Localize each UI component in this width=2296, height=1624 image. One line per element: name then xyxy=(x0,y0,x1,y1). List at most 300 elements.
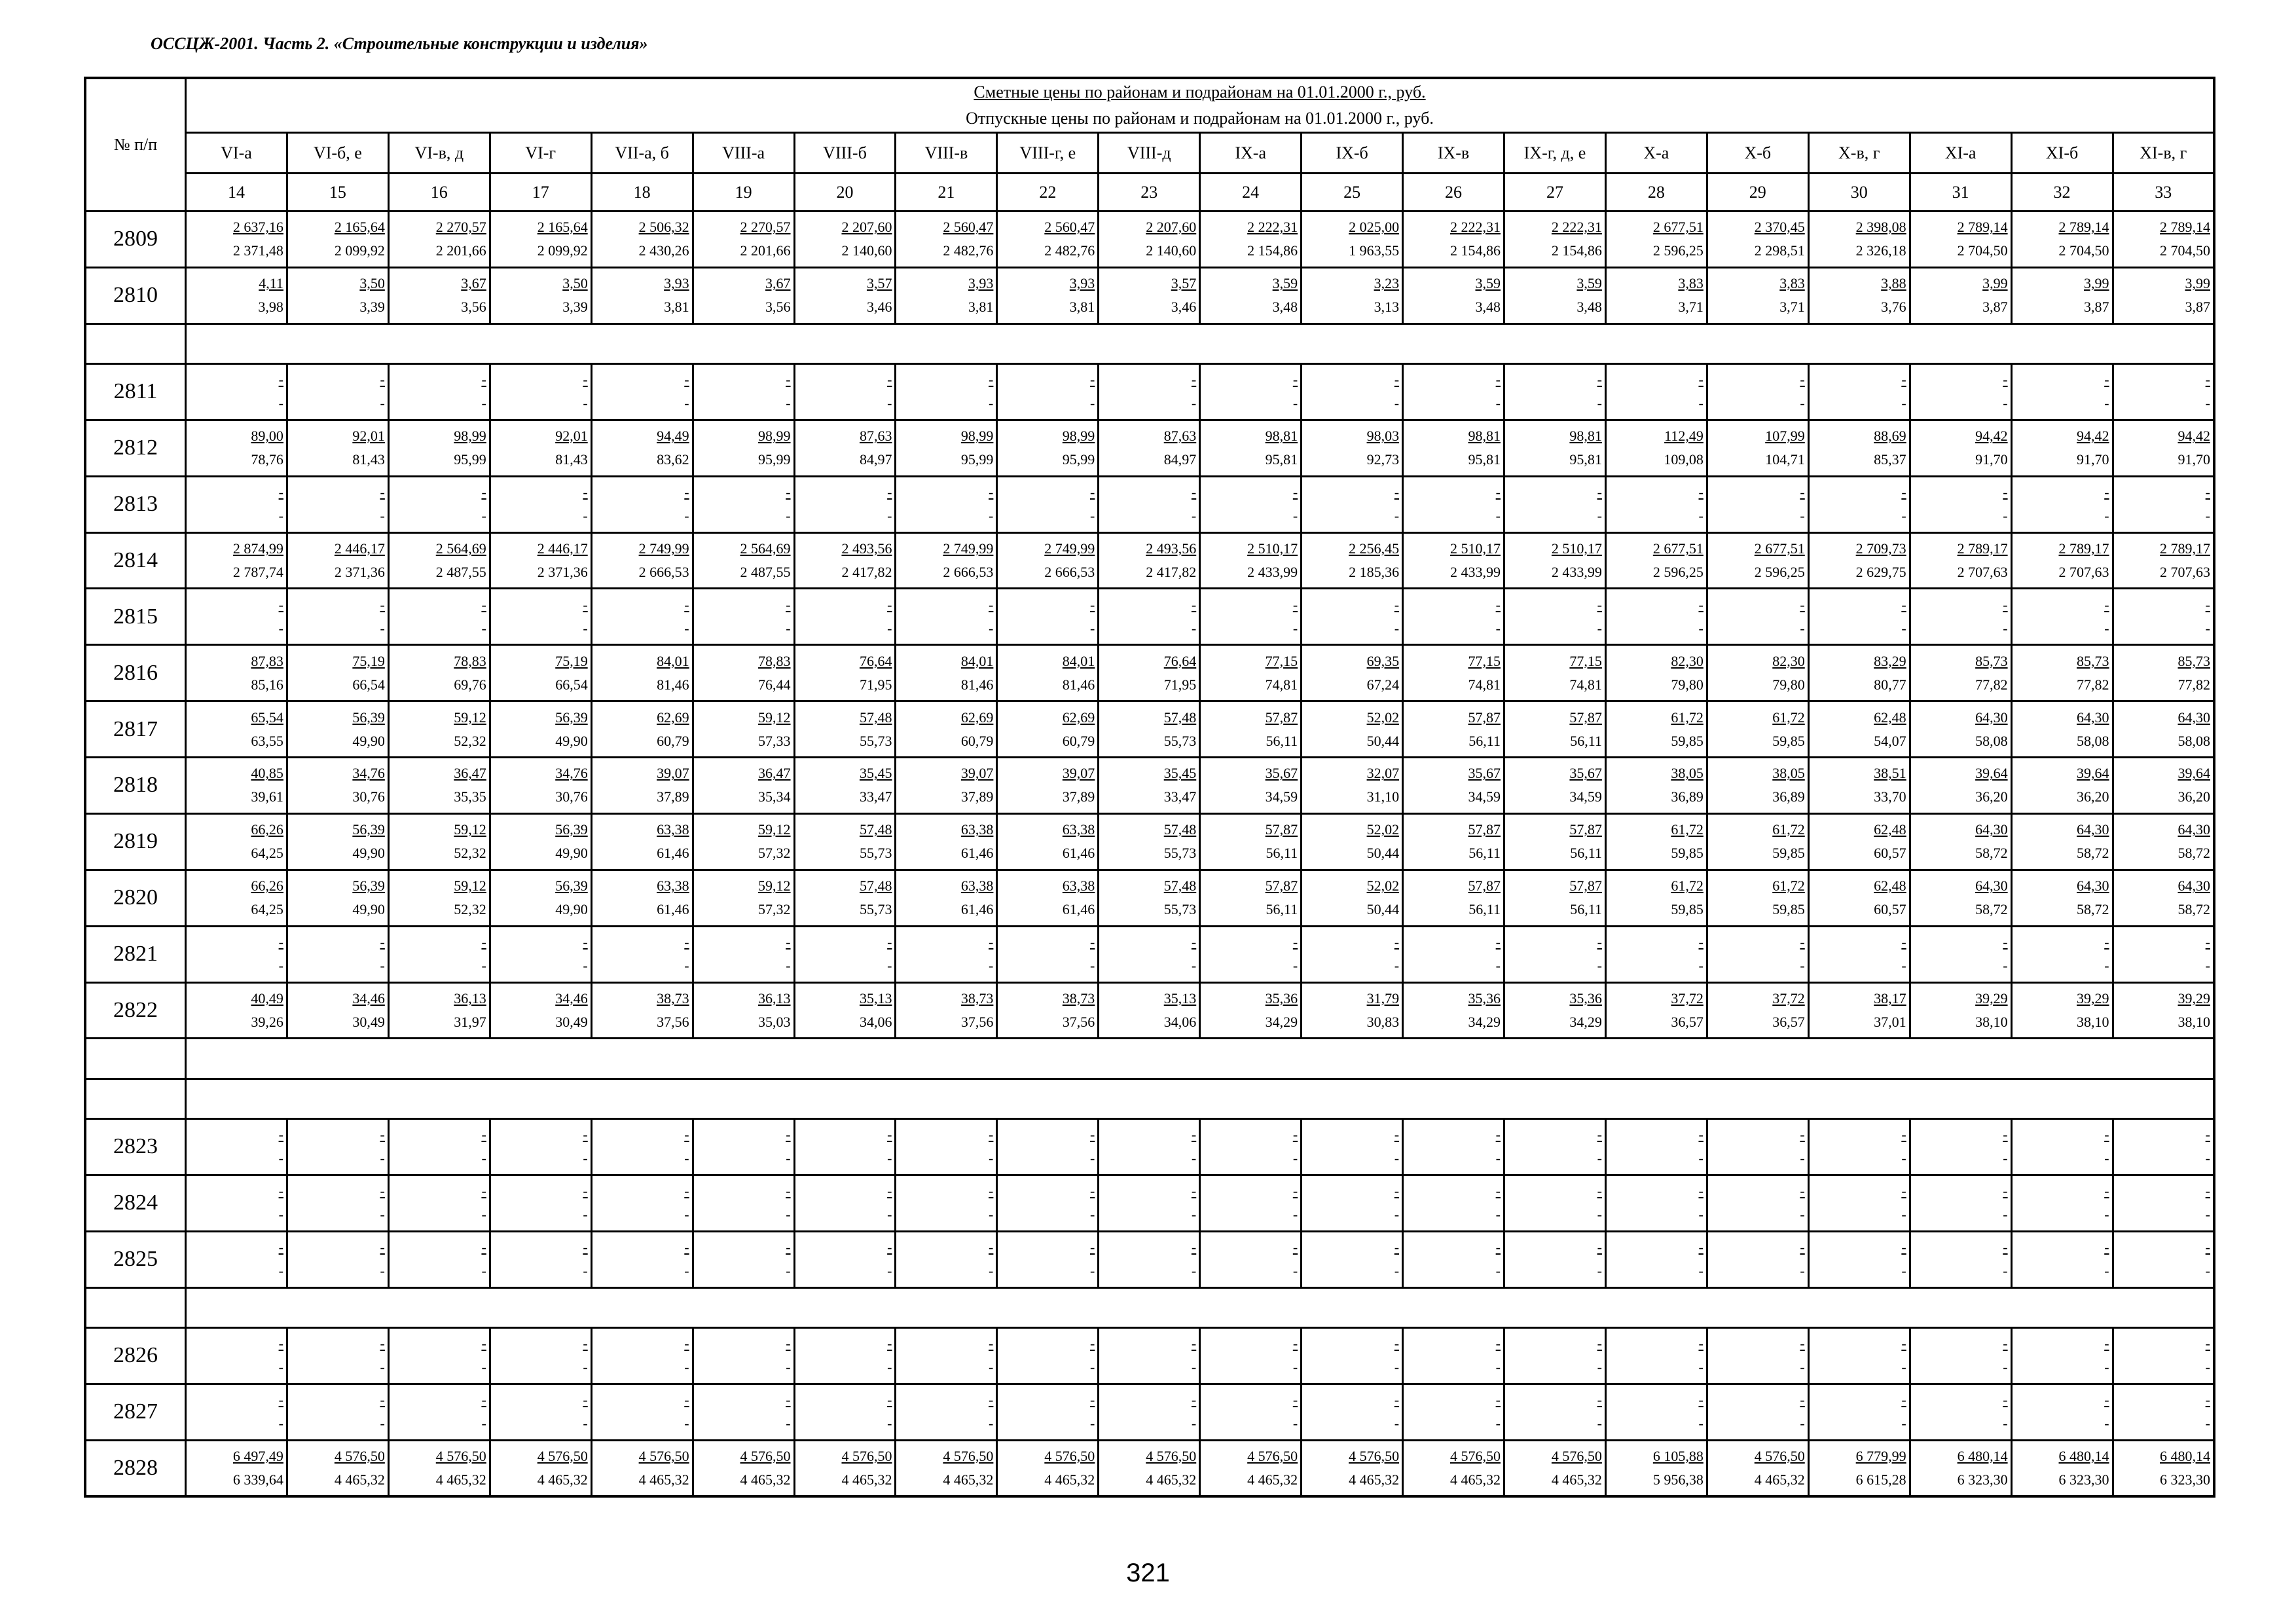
estimated-price: 2 506,32 xyxy=(638,219,689,236)
price-cell xyxy=(693,758,794,814)
estimated-price: 59,12 xyxy=(758,821,791,838)
release-price: 50,44 xyxy=(1366,845,1400,862)
price-cell xyxy=(1707,813,1808,870)
estimated-price: 3,83 xyxy=(1678,275,1704,292)
estimated-price: 94,49 xyxy=(657,428,689,445)
price-cell xyxy=(896,758,997,814)
release-price: - xyxy=(1292,1150,1298,1167)
price-cell xyxy=(1707,1327,1808,1384)
estimated-price: 66,26 xyxy=(251,877,283,895)
region-header: IX-г, д, е xyxy=(1504,133,1605,174)
estimated-price: 64,30 xyxy=(1975,709,2008,726)
release-price: 66,54 xyxy=(555,676,588,693)
release-price: 81,43 xyxy=(555,451,588,468)
section-separator-row xyxy=(85,323,2214,363)
price-cell xyxy=(591,212,693,268)
price-cell xyxy=(2113,758,2214,814)
estimated-price: 2 709,73 xyxy=(1855,540,1906,557)
price-cell xyxy=(1605,1119,1707,1175)
page-number: 321 xyxy=(1126,1559,1170,1587)
release-price: - xyxy=(887,1359,892,1376)
price-cell xyxy=(1302,758,1403,814)
price-cell xyxy=(287,532,388,589)
estimated-price: - xyxy=(989,1126,994,1143)
estimated-price: 4 576,50 xyxy=(1449,1447,1501,1464)
release-price: - xyxy=(1800,1415,1805,1432)
estimated-price: - xyxy=(684,596,689,613)
price-cell xyxy=(693,212,794,268)
estimated-price: - xyxy=(481,1239,486,1256)
estimated-price: - xyxy=(1597,1183,1602,1200)
estimated-price: - xyxy=(1495,484,1501,501)
estimated-price: - xyxy=(1394,934,1400,951)
release-price: - xyxy=(1495,395,1501,412)
estimated-price: - xyxy=(278,1335,283,1352)
estimated-price: - xyxy=(1901,484,1906,501)
release-price: - xyxy=(1698,1263,1704,1280)
estimated-price: - xyxy=(684,934,689,951)
release-price: - xyxy=(1698,957,1704,974)
release-price: - xyxy=(1495,1150,1501,1167)
estimated-price: - xyxy=(1089,934,1095,951)
estimated-price: 36,47 xyxy=(758,765,791,782)
estimated-price: - xyxy=(1394,1239,1400,1256)
release-price: - xyxy=(1089,619,1095,637)
estimated-price: - xyxy=(2003,1239,2008,1256)
release-price: - xyxy=(887,1415,892,1432)
estimated-price: - xyxy=(1394,484,1400,501)
section-separator-row xyxy=(85,1079,2214,1118)
release-price: 39,26 xyxy=(251,1013,283,1030)
release-price: 2 487,55 xyxy=(740,564,791,581)
estimated-price: - xyxy=(1495,1335,1501,1352)
price-cell xyxy=(693,1327,794,1384)
price-cell xyxy=(1504,267,1605,323)
estimated-price: - xyxy=(1292,484,1298,501)
estimated-price: - xyxy=(1597,1239,1602,1256)
release-price: - xyxy=(1597,1415,1602,1432)
release-price: - xyxy=(481,619,486,637)
release-price: 80,77 xyxy=(1874,676,1906,693)
estimated-price: - xyxy=(1800,1239,1805,1256)
column-number: 31 xyxy=(1910,174,2011,212)
estimated-price: 35,67 xyxy=(1468,765,1501,782)
release-price: - xyxy=(583,619,588,637)
price-cell xyxy=(1910,476,2011,532)
price-cell xyxy=(1200,701,1302,758)
price-cell xyxy=(1707,758,1808,814)
estimated-price: 75,19 xyxy=(555,652,588,669)
release-price: - xyxy=(380,1415,385,1432)
estimated-price: - xyxy=(1089,1335,1095,1352)
estimated-price: 4 576,50 xyxy=(1044,1447,1095,1464)
estimated-price: - xyxy=(887,1183,892,1200)
release-price: 36,57 xyxy=(1671,1013,1704,1030)
release-price: 59,85 xyxy=(1671,845,1704,862)
release-price: - xyxy=(1394,1415,1400,1432)
estimated-price: - xyxy=(1698,371,1704,388)
price-cell xyxy=(794,1119,896,1175)
release-price: - xyxy=(583,1150,588,1167)
release-price: 2 666,53 xyxy=(638,564,689,581)
release-price: 34,59 xyxy=(1569,788,1602,805)
estimated-price: - xyxy=(1191,1126,1197,1143)
estimated-price: - xyxy=(1800,1335,1805,1352)
table-row xyxy=(85,926,2214,982)
price-cell xyxy=(1504,870,1605,926)
estimated-price: 4 576,50 xyxy=(537,1447,588,1464)
estimated-price: - xyxy=(1698,1335,1704,1352)
price-cell xyxy=(1302,364,1403,420)
estimated-price: - xyxy=(481,934,486,951)
release-price: 61,46 xyxy=(1062,845,1095,862)
price-cell xyxy=(1808,1119,1910,1175)
price-cell xyxy=(2113,364,2214,420)
estimated-price: 62,69 xyxy=(960,709,994,726)
release-price: 69,76 xyxy=(454,676,486,693)
price-cell xyxy=(1099,364,1200,420)
row-number: 2817 xyxy=(85,701,186,758)
release-price: - xyxy=(989,1263,994,1280)
release-price: 49,90 xyxy=(352,901,385,918)
price-cell xyxy=(1200,1440,1302,1496)
price-cell xyxy=(186,758,287,814)
price-cell xyxy=(794,870,896,926)
estimated-price: - xyxy=(2104,371,2109,388)
price-cell xyxy=(186,420,287,476)
release-price: - xyxy=(380,619,385,637)
price-cell xyxy=(794,758,896,814)
price-cell xyxy=(1605,701,1707,758)
release-price: 95,81 xyxy=(1265,451,1298,468)
price-cell xyxy=(693,532,794,589)
release-price: 77,82 xyxy=(1975,676,2008,693)
estimated-price: 39,29 xyxy=(2178,989,2210,1006)
estimated-price: 2 222,31 xyxy=(1449,219,1501,236)
release-price: - xyxy=(1089,1150,1095,1167)
price-cell xyxy=(693,267,794,323)
release-price: 38,10 xyxy=(1975,1013,2008,1030)
price-cell xyxy=(2011,813,2113,870)
estimated-price: 2 270,57 xyxy=(740,219,791,236)
estimated-price: 35,36 xyxy=(1569,989,1602,1006)
release-price: 4 465,32 xyxy=(740,1471,791,1488)
table-row xyxy=(85,364,2214,420)
release-price: - xyxy=(1495,1359,1501,1376)
release-price: 37,56 xyxy=(657,1013,689,1030)
price-cell xyxy=(693,813,794,870)
region-header: VIII-а xyxy=(693,133,794,174)
price-cell xyxy=(1302,1119,1403,1175)
release-price: - xyxy=(684,619,689,637)
price-cell xyxy=(1910,589,2011,645)
estimated-price: 92,01 xyxy=(352,428,385,445)
estimated-price: - xyxy=(1191,371,1197,388)
release-price: 61,46 xyxy=(960,901,994,918)
release-price: - xyxy=(1800,1206,1805,1223)
release-price: - xyxy=(2003,1263,2008,1280)
release-price: 2 099,92 xyxy=(537,242,588,259)
estimated-price: - xyxy=(1292,596,1298,613)
estimated-price: 82,30 xyxy=(1671,652,1704,669)
price-cell xyxy=(1403,1175,1504,1231)
price-cell xyxy=(186,1119,287,1175)
price-cell xyxy=(1605,589,1707,645)
estimated-price: 35,45 xyxy=(859,765,892,782)
table-row xyxy=(85,813,2214,870)
price-cell xyxy=(388,589,490,645)
release-price: - xyxy=(989,395,994,412)
price-cell xyxy=(591,589,693,645)
release-price: - xyxy=(1597,507,1602,525)
estimated-price: - xyxy=(684,371,689,388)
estimated-price: 2 564,69 xyxy=(435,540,486,557)
release-price: 2 666,53 xyxy=(1044,564,1095,581)
estimated-price: - xyxy=(1191,596,1197,613)
estimated-price: 77,15 xyxy=(1569,652,1602,669)
title-estimated-prices: Сметные цены по районам и подрайонам на 01.01.2000 г., руб. xyxy=(974,83,1426,101)
price-cell xyxy=(1808,982,1910,1039)
price-cell xyxy=(1099,645,1200,701)
price-cell xyxy=(1200,982,1302,1039)
release-price: - xyxy=(1800,619,1805,637)
estimated-price: 94,42 xyxy=(2077,428,2109,445)
release-price: - xyxy=(1597,957,1602,974)
release-price: - xyxy=(1292,619,1298,637)
estimated-price: - xyxy=(481,1183,486,1200)
column-number: 32 xyxy=(2011,174,2113,212)
release-price: 58,72 xyxy=(2077,901,2109,918)
estimated-price: 36,13 xyxy=(758,989,791,1006)
estimated-price: 66,26 xyxy=(251,821,283,838)
estimated-price: 4 576,50 xyxy=(1247,1447,1298,1464)
estimated-price: 2 749,99 xyxy=(638,540,689,557)
estimated-price: - xyxy=(1292,1239,1298,1256)
estimated-price: 2 510,17 xyxy=(1551,540,1602,557)
column-number: 25 xyxy=(1302,174,1403,212)
estimated-price: 2 789,17 xyxy=(2160,540,2210,557)
estimated-price: 64,30 xyxy=(2178,877,2210,895)
release-price: - xyxy=(278,957,283,974)
price-cell xyxy=(1605,364,1707,420)
region-header: X-в, г xyxy=(1808,133,1910,174)
price-cell xyxy=(997,870,1099,926)
release-price: - xyxy=(1597,1206,1602,1223)
release-price: - xyxy=(1089,1206,1095,1223)
estimated-price: 39,64 xyxy=(1975,765,2008,782)
release-price: 30,49 xyxy=(555,1013,588,1030)
estimated-price: 3,59 xyxy=(1475,275,1501,292)
price-cell xyxy=(1200,589,1302,645)
price-cell xyxy=(1605,532,1707,589)
release-price: 38,10 xyxy=(2178,1013,2210,1030)
price-cell xyxy=(1099,758,1200,814)
price-cell xyxy=(997,758,1099,814)
release-price: 30,76 xyxy=(352,788,385,805)
release-price: 3,71 xyxy=(1779,299,1805,316)
release-price: 58,72 xyxy=(1975,901,2008,918)
price-cell xyxy=(794,1440,896,1496)
estimated-price: 3,59 xyxy=(1272,275,1298,292)
price-cell xyxy=(490,1231,591,1287)
price-cell xyxy=(2011,926,2113,982)
estimated-price: - xyxy=(1191,1392,1197,1409)
estimated-price: 85,73 xyxy=(1975,652,2008,669)
price-cell xyxy=(2113,1119,2214,1175)
price-cell xyxy=(1707,1440,1808,1496)
release-price: 56,11 xyxy=(1468,901,1501,918)
estimated-price: - xyxy=(1089,371,1095,388)
release-price: - xyxy=(481,1206,486,1223)
release-price: 55,73 xyxy=(1163,901,1197,918)
estimated-price: - xyxy=(278,1239,283,1256)
release-price: 2 326,18 xyxy=(1855,242,1906,259)
estimated-price: - xyxy=(380,934,385,951)
title-release-prices: Отпускные цены по районам и подрайонам на 01.01.2000 г., руб. xyxy=(966,109,1434,128)
release-price: - xyxy=(380,395,385,412)
estimated-price: - xyxy=(1597,934,1602,951)
estimated-price: - xyxy=(481,1392,486,1409)
release-price: 2 433,99 xyxy=(1247,564,1298,581)
price-cell xyxy=(1403,1384,1504,1440)
estimated-price: - xyxy=(989,484,994,501)
price-cell xyxy=(1302,476,1403,532)
price-cell xyxy=(1099,701,1200,758)
estimated-price: - xyxy=(278,371,283,388)
release-price: 34,59 xyxy=(1265,788,1298,805)
price-cell xyxy=(388,267,490,323)
price-cell xyxy=(2113,701,2214,758)
price-cell xyxy=(1605,758,1707,814)
price-cell xyxy=(1910,1119,2011,1175)
price-cell xyxy=(1707,589,1808,645)
release-price: - xyxy=(1597,619,1602,637)
release-price: 95,81 xyxy=(1569,451,1602,468)
estimated-price: 62,48 xyxy=(1874,877,1906,895)
estimated-price: - xyxy=(1089,484,1095,501)
estimated-price: - xyxy=(2205,934,2210,951)
price-cell xyxy=(1302,1440,1403,1496)
release-price: 2 596,25 xyxy=(1652,564,1704,581)
price-cell xyxy=(2113,212,2214,268)
estimated-price: 92,01 xyxy=(555,428,588,445)
price-cell xyxy=(1099,1231,1200,1287)
release-price: - xyxy=(2205,1263,2210,1280)
price-cell xyxy=(490,1327,591,1384)
price-cell xyxy=(186,364,287,420)
estimated-price: - xyxy=(989,1392,994,1409)
column-number: 18 xyxy=(591,174,693,212)
estimated-price: - xyxy=(380,596,385,613)
release-price: 56,11 xyxy=(1570,732,1602,749)
price-cell xyxy=(490,982,591,1039)
price-cell xyxy=(1200,1119,1302,1175)
price-cell xyxy=(1808,870,1910,926)
release-price: 50,44 xyxy=(1366,732,1400,749)
price-cell xyxy=(997,364,1099,420)
release-price: 91,70 xyxy=(2178,451,2210,468)
release-price: 3,48 xyxy=(1272,299,1298,316)
price-cell xyxy=(1808,212,1910,268)
price-cell xyxy=(1403,758,1504,814)
release-price: 58,72 xyxy=(2178,845,2210,862)
estimated-price: - xyxy=(2003,371,2008,388)
estimated-price: 52,02 xyxy=(1366,821,1400,838)
release-price: - xyxy=(481,1415,486,1432)
estimated-price: 2 677,51 xyxy=(1652,219,1704,236)
price-cell xyxy=(591,1384,693,1440)
release-price: 95,99 xyxy=(758,451,791,468)
estimated-price: 2 510,17 xyxy=(1247,540,1298,557)
release-price: - xyxy=(380,507,385,525)
price-cell xyxy=(896,589,997,645)
estimated-price: 94,42 xyxy=(1975,428,2008,445)
release-price: - xyxy=(1292,1263,1298,1280)
price-cell xyxy=(287,364,388,420)
estimated-price: - xyxy=(2205,1239,2210,1256)
estimated-price: - xyxy=(583,596,588,613)
estimated-price: 6 480,14 xyxy=(2160,1447,2210,1464)
estimated-price: 2 493,56 xyxy=(1146,540,1197,557)
price-cell xyxy=(388,1175,490,1231)
release-price: 55,73 xyxy=(859,732,892,749)
price-cell xyxy=(896,926,997,982)
price-cell xyxy=(1504,926,1605,982)
estimated-price: 3,67 xyxy=(765,275,791,292)
estimated-price: 3,50 xyxy=(359,275,385,292)
estimated-price: - xyxy=(1698,1183,1704,1200)
price-cell xyxy=(997,532,1099,589)
estimated-price: 3,50 xyxy=(562,275,588,292)
price-cell xyxy=(997,701,1099,758)
release-price: 63,55 xyxy=(251,732,283,749)
price-cell xyxy=(2011,1119,2113,1175)
estimated-price: 3,57 xyxy=(1171,275,1197,292)
release-price: 2 201,66 xyxy=(740,242,791,259)
estimated-price: - xyxy=(786,1126,791,1143)
estimated-price: - xyxy=(1901,1335,1906,1352)
price-cell xyxy=(2011,589,2113,645)
price-cell xyxy=(997,1231,1099,1287)
price-cell xyxy=(896,364,997,420)
estimated-price: 35,36 xyxy=(1265,989,1298,1006)
release-price: 3,98 xyxy=(258,299,283,316)
release-price: 74,81 xyxy=(1468,676,1501,693)
estimated-price: 3,99 xyxy=(2084,275,2109,292)
price-cell xyxy=(287,1440,388,1496)
price-cell xyxy=(693,645,794,701)
release-price: 56,11 xyxy=(1266,845,1298,862)
release-price: 30,49 xyxy=(352,1013,385,1030)
price-cell xyxy=(490,1119,591,1175)
estimated-price: - xyxy=(1191,1239,1197,1256)
release-price: 36,89 xyxy=(1671,788,1704,805)
price-cell xyxy=(388,701,490,758)
estimated-price: - xyxy=(887,1239,892,1256)
release-price: 4 465,32 xyxy=(1146,1471,1197,1488)
estimated-price: - xyxy=(1901,1126,1906,1143)
price-cell xyxy=(1910,420,2011,476)
estimated-price: - xyxy=(481,596,486,613)
release-price: - xyxy=(2003,619,2008,637)
release-price: 3,39 xyxy=(359,299,385,316)
estimated-price: - xyxy=(1901,371,1906,388)
region-header: VIII-г, е xyxy=(997,133,1099,174)
estimated-price: 39,07 xyxy=(1062,765,1095,782)
release-price: 57,32 xyxy=(758,901,791,918)
estimated-price: 98,99 xyxy=(454,428,486,445)
estimated-price: 77,15 xyxy=(1265,652,1298,669)
